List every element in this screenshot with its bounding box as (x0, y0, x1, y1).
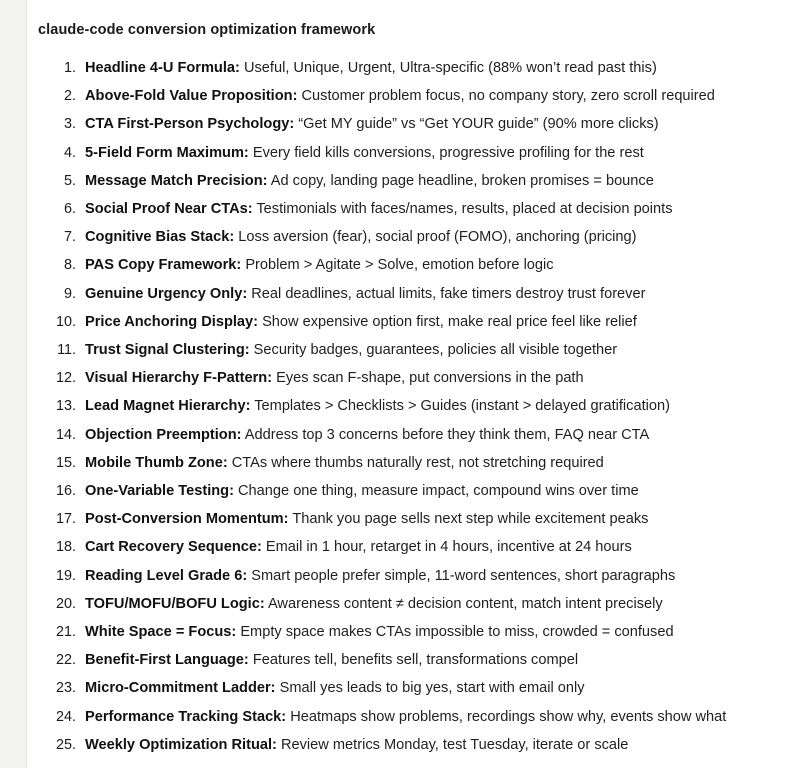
list-item (36, 223, 757, 251)
list-item-term: Benefit-First Language: (85, 652, 249, 669)
list-item-number: 11. (57, 342, 76, 359)
list-item-number: 10. (55, 313, 76, 330)
list-item-description: Loss aversion (fear), social proof (FOMO), anchoring (pricing) (238, 229, 637, 246)
list-item-term: Mobile Thumb Zone: (85, 454, 228, 471)
list-item-content (85, 449, 757, 477)
list-item-description: Email in 1 hour, retarget in 4 hours, incentive at 24 hours (265, 539, 632, 556)
list-item-term: Micro-Commitment Ladder: (85, 680, 276, 697)
list-item-term: Social Proof Near CTAs: (85, 201, 253, 218)
list-item-content (85, 421, 757, 449)
list-item-description: Smart people prefer simple, 11-word sentences, short paragraphs (251, 567, 676, 584)
list-item-term: TOFU/MOFU/BOFU Logic: (85, 595, 265, 612)
list-item (36, 703, 757, 731)
list-item-content (85, 703, 757, 731)
list-item (36, 110, 757, 138)
list-item-term: Performance Tracking Stack: (85, 708, 287, 725)
list-item-content (85, 139, 757, 167)
list-item-number: 12. (55, 370, 76, 387)
list-item-number: 23. (55, 680, 76, 697)
list-item (36, 82, 757, 110)
list-item-description: Security badges, guarantees, policies all visible together (253, 342, 618, 359)
list-item-description: CTAs where thumbs naturally rest, not stretching required (231, 454, 604, 471)
list-item-description: Useful, Unique, Urgent, Ultra-specific (88% won’t read past this) (243, 60, 657, 76)
list-item-number: 20. (55, 595, 76, 612)
list-item-number: 14. (55, 426, 76, 443)
list-item-content (85, 590, 757, 618)
list-item (36, 505, 757, 533)
list-item-description: Templates > Checklists > Guides (instant > delayed gratification) (254, 398, 670, 415)
list-item (36, 392, 757, 420)
list-item-number: 13. (55, 398, 76, 415)
list-item-content (85, 674, 757, 702)
list-item (36, 590, 757, 618)
list-item-number: 5. (63, 172, 76, 189)
list-item-number: 22. (55, 652, 76, 669)
list-item-content (85, 110, 757, 138)
list-item-content (85, 731, 757, 759)
list-item-number: 15. (55, 454, 76, 471)
list-item-content (85, 280, 757, 308)
list-item-content (85, 54, 757, 82)
list-item-description: “Get MY guide” vs “Get YOUR guide” (90% more clicks) (298, 116, 659, 133)
list-item-description: Eyes scan F-shape, put conversions in the path (276, 370, 584, 387)
list-item-term: Objection Preemption: (85, 426, 242, 443)
list-item (36, 280, 757, 308)
list-item-content (85, 477, 757, 505)
list-item (36, 139, 757, 167)
list-item-term: Reading Level Grade 6: (85, 567, 248, 584)
list-item-number: 3. (63, 116, 76, 133)
list-item-number: 4. (63, 144, 76, 161)
list-item-content (85, 562, 757, 590)
list-item-term: Visual Hierarchy F-Pattern: (85, 370, 273, 387)
list-item-term: Cart Recovery Sequence: (85, 539, 262, 556)
list-item-description: Customer problem focus, no company story, zero scroll required (301, 88, 715, 105)
list-item-number: 17. (55, 511, 76, 528)
list-item-term: Lead Magnet Hierarchy: (85, 398, 251, 415)
list-item (36, 646, 757, 674)
list-item (36, 731, 757, 759)
list-item-content (85, 505, 757, 533)
list-item-term: Message Match Precision: (85, 172, 268, 189)
list-item-description: Address top 3 concerns before they think them, FAQ near CTA (244, 426, 650, 443)
list-item-content (85, 251, 757, 279)
list-item-content (85, 618, 757, 646)
list-item-content (85, 195, 757, 223)
list-item-content (85, 223, 757, 251)
list-item (36, 195, 757, 223)
framework-list (36, 54, 757, 759)
list-item-term: 5-Field Form Maximum: (85, 144, 249, 161)
list-item-description: Show expensive option first, make real price feel like relief (262, 313, 637, 330)
list-item-term: Weekly Optimization Ritual: (85, 736, 277, 753)
list-item (36, 618, 757, 646)
list-item-content (85, 82, 757, 110)
list-item (36, 167, 757, 195)
list-item-description: Real deadlines, actual limits, fake timers destroy trust forever (251, 285, 646, 302)
list-item-description: Awareness content ≠ decision content, match intent precisely (267, 595, 663, 612)
list-item (36, 251, 757, 279)
list-item-number: 25. (55, 736, 76, 753)
list-item (36, 54, 757, 82)
page-gutter (0, 0, 27, 768)
list-item-description: Every field kills conversions, progressive profiling for the rest (252, 144, 644, 161)
list-item-number: 21. (55, 624, 76, 641)
list-item-number: 9. (63, 285, 76, 302)
list-item-term: Trust Signal Clustering: (85, 342, 250, 359)
list-item-description: Heatmaps show problems, recordings show why, events show what (290, 708, 727, 725)
list-item-number: 2. (63, 88, 76, 105)
list-item (36, 562, 757, 590)
list-item-description: Ad copy, landing page headline, broken promises = bounce (270, 172, 654, 189)
list-item-term: Headline 4-U Formula: (85, 60, 240, 76)
list-item-description: Thank you page sells next step while excitement peaks (292, 511, 649, 528)
list-item-number: 16. (55, 483, 76, 500)
list-item-description: Testimonials with faces/names, results, placed at decision points (256, 201, 673, 218)
list-item-description: Small yes leads to big yes, start with email only (279, 680, 585, 697)
list-item-term: Above-Fold Value Proposition: (85, 88, 298, 105)
list-item-content (85, 533, 757, 561)
list-item (36, 477, 757, 505)
list-item-content (85, 392, 757, 420)
list-item-term: One-Variable Testing: (85, 483, 234, 500)
list-item-term: CTA First-Person Psychology: (85, 116, 295, 133)
list-item-number: 1. (63, 60, 76, 76)
list-item (36, 364, 757, 392)
list-item-number: 24. (55, 708, 76, 725)
list-item-term: Cognitive Bias Stack: (85, 229, 235, 246)
list-item-description: Features tell, benefits sell, transformations compel (252, 652, 579, 669)
list-item-number: 6. (63, 201, 76, 218)
list-item-term: White Space = Focus: (85, 624, 237, 641)
list-item-content (85, 364, 757, 392)
list-item-description: Review metrics Monday, test Tuesday, iterate or scale (280, 736, 629, 753)
list-item (36, 674, 757, 702)
list-item-number: 19. (55, 567, 76, 584)
list-item-number: 18. (55, 539, 76, 556)
list-item (36, 421, 757, 449)
page-title: claude-code conversion optimization framework (38, 22, 376, 38)
list-item-description: Empty space makes CTAs impossible to miss, crowded = confused (240, 624, 674, 641)
list-item-description: Problem > Agitate > Solve, emotion before logic (245, 257, 554, 274)
list-item-term: PAS Copy Framework: (85, 257, 242, 274)
list-item (36, 449, 757, 477)
list-item (36, 308, 757, 336)
list-item-content (85, 336, 757, 364)
list-item-term: Genuine Urgency Only: (85, 285, 248, 302)
list-item-content (85, 646, 757, 674)
list-item-content (85, 167, 757, 195)
list-item (36, 336, 757, 364)
list-item-content (85, 308, 757, 336)
list-item-term: Post-Conversion Momentum: (85, 511, 289, 528)
list-item-term: Price Anchoring Display: (85, 313, 259, 330)
list-item-number: 8. (63, 257, 76, 274)
list-item (36, 533, 757, 561)
list-item-number: 7. (63, 229, 76, 246)
list-item-description: Change one thing, measure impact, compound wins over time (238, 483, 639, 500)
